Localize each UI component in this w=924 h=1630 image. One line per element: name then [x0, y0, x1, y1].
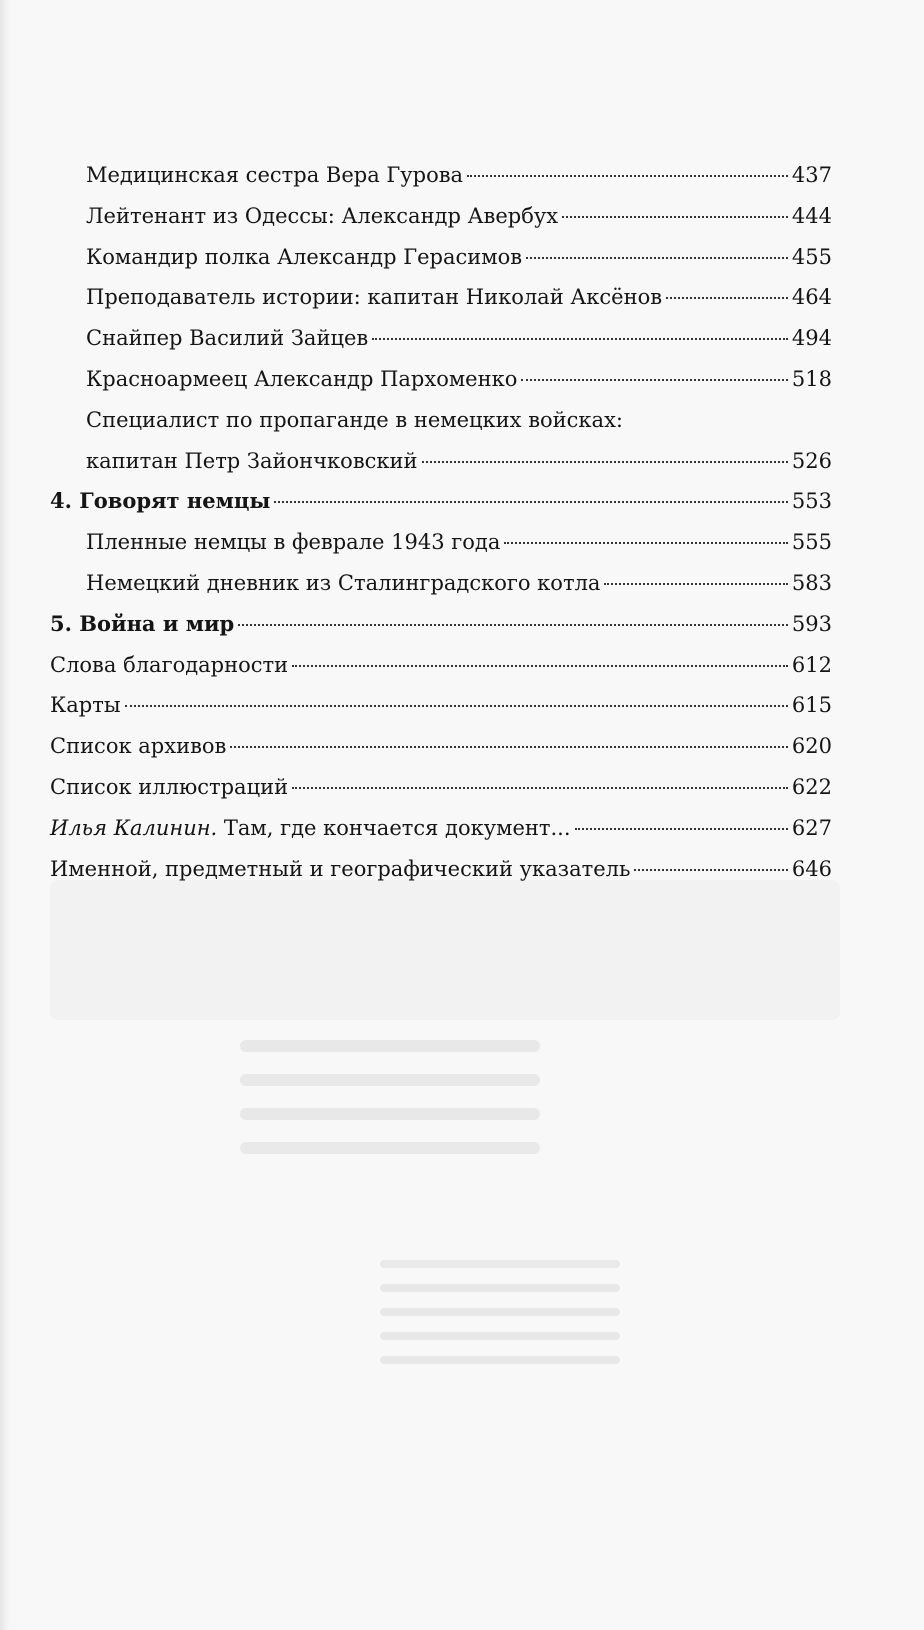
- page-gutter-shadow: [0, 0, 10, 1630]
- toc-entry-page-number: 583: [791, 570, 832, 595]
- dot-leader: [292, 787, 788, 789]
- dot-leader: [575, 828, 788, 830]
- toc-entry: [50, 481, 832, 522]
- dot-leader: [372, 338, 788, 340]
- dot-leader: [125, 705, 788, 707]
- toc-entry-page-number: 526: [791, 448, 832, 473]
- toc-entry-title: Список архивов: [50, 734, 227, 759]
- toc-entry: [50, 808, 832, 849]
- toc-entry: [50, 277, 832, 318]
- toc-entry: [50, 522, 832, 563]
- dot-leader: [604, 583, 787, 585]
- toc-entry-page-number: 615: [791, 693, 832, 718]
- toc-entry: [50, 645, 832, 686]
- toc-entry: [50, 318, 832, 359]
- toc-entry-page-number: 593: [791, 611, 832, 636]
- toc-entry-title: Красноармеец Александр Пархоменко: [86, 366, 518, 391]
- toc-entry: [50, 685, 832, 726]
- toc-entry-title: Немецкий дневник из Сталинградского котла: [86, 570, 601, 595]
- toc-entry: [50, 849, 832, 890]
- toc-entry: [50, 563, 832, 604]
- toc-entry: [50, 359, 832, 400]
- toc-entry: [50, 767, 832, 808]
- dot-leader: [526, 257, 788, 259]
- toc-entry-title: Карты: [50, 693, 121, 718]
- toc-entry-page-number: 620: [791, 734, 832, 759]
- dot-leader: [230, 746, 788, 748]
- toc-entry: [50, 196, 832, 237]
- toc-entry-page-number: 553: [791, 489, 832, 514]
- toc-entry-page-number: 455: [791, 244, 832, 269]
- dot-leader: [422, 461, 788, 463]
- dot-leader: [467, 175, 788, 177]
- toc-entry-page-number: 646: [791, 856, 832, 881]
- dot-leader: [504, 542, 788, 544]
- toc-entry-page-number: 622: [791, 774, 832, 799]
- toc-entry-page-number: 494: [791, 326, 832, 351]
- toc-entry-title: Именной, предметный и географический указатель: [50, 856, 631, 881]
- dot-leader: [292, 665, 788, 667]
- dot-leader: [274, 501, 788, 503]
- dot-leader: [634, 869, 787, 871]
- toc-entry-page-number: 612: [791, 652, 832, 677]
- dot-leader: [521, 379, 788, 381]
- toc-entry-title: [50, 808, 571, 849]
- dot-leader: [238, 624, 788, 626]
- toc-entry-author: Илья Калинин.: [50, 815, 218, 840]
- toc-entry: [50, 237, 832, 278]
- toc-entry-page-number: 518: [791, 366, 832, 391]
- toc-entry-title: Специалист по пропаганде в немецких войсках:: [86, 407, 623, 432]
- toc-entry-title: Медицинская сестра Вера Гурова: [86, 163, 464, 187]
- toc-entry: [50, 726, 832, 767]
- toc-entry-title: Слова благодарности: [50, 652, 289, 677]
- toc-entry-title: капитан Петр Зайончковский: [86, 448, 418, 473]
- dot-leader: [562, 216, 788, 218]
- toc-entry-page-number: 437: [791, 163, 832, 187]
- toc-entry-title: Командир полка Александр Герасимов: [86, 244, 523, 269]
- toc-entry-page-number: 555: [791, 530, 832, 555]
- toc-entry-title: Преподаватель истории: капитан Николай Аксёнов: [86, 285, 663, 310]
- toc-entry-title: Пленные немцы в феврале 1943 года: [86, 530, 501, 555]
- toc-entry-title: 5. Война и мир: [50, 610, 235, 636]
- toc-entry-title-rest: Там, где кончается документ...: [217, 815, 571, 840]
- dot-leader: [666, 297, 788, 299]
- bleed-through-lines: [240, 1040, 540, 1176]
- bleed-through-shade: [50, 880, 840, 1020]
- toc-entry: [50, 441, 832, 482]
- toc-entry: [50, 155, 832, 196]
- toc-entry-title: Список иллюстраций: [50, 774, 289, 799]
- toc-entry: [50, 604, 832, 645]
- toc-entry-page-number: 627: [791, 815, 832, 840]
- table-of-contents: [50, 155, 832, 889]
- toc-entry-title: Снайпер Василий Зайцев: [86, 326, 369, 351]
- toc-entry-page-number: 444: [791, 203, 832, 228]
- toc-entry-page-number: 464: [791, 285, 832, 310]
- toc-entry-title: Лейтенант из Одессы: Александр Авербух: [86, 203, 559, 228]
- toc-entry: [50, 400, 832, 441]
- bleed-through-lines-small: [380, 1260, 620, 1380]
- toc-entry-title: 4. Говорят немцы: [50, 488, 271, 514]
